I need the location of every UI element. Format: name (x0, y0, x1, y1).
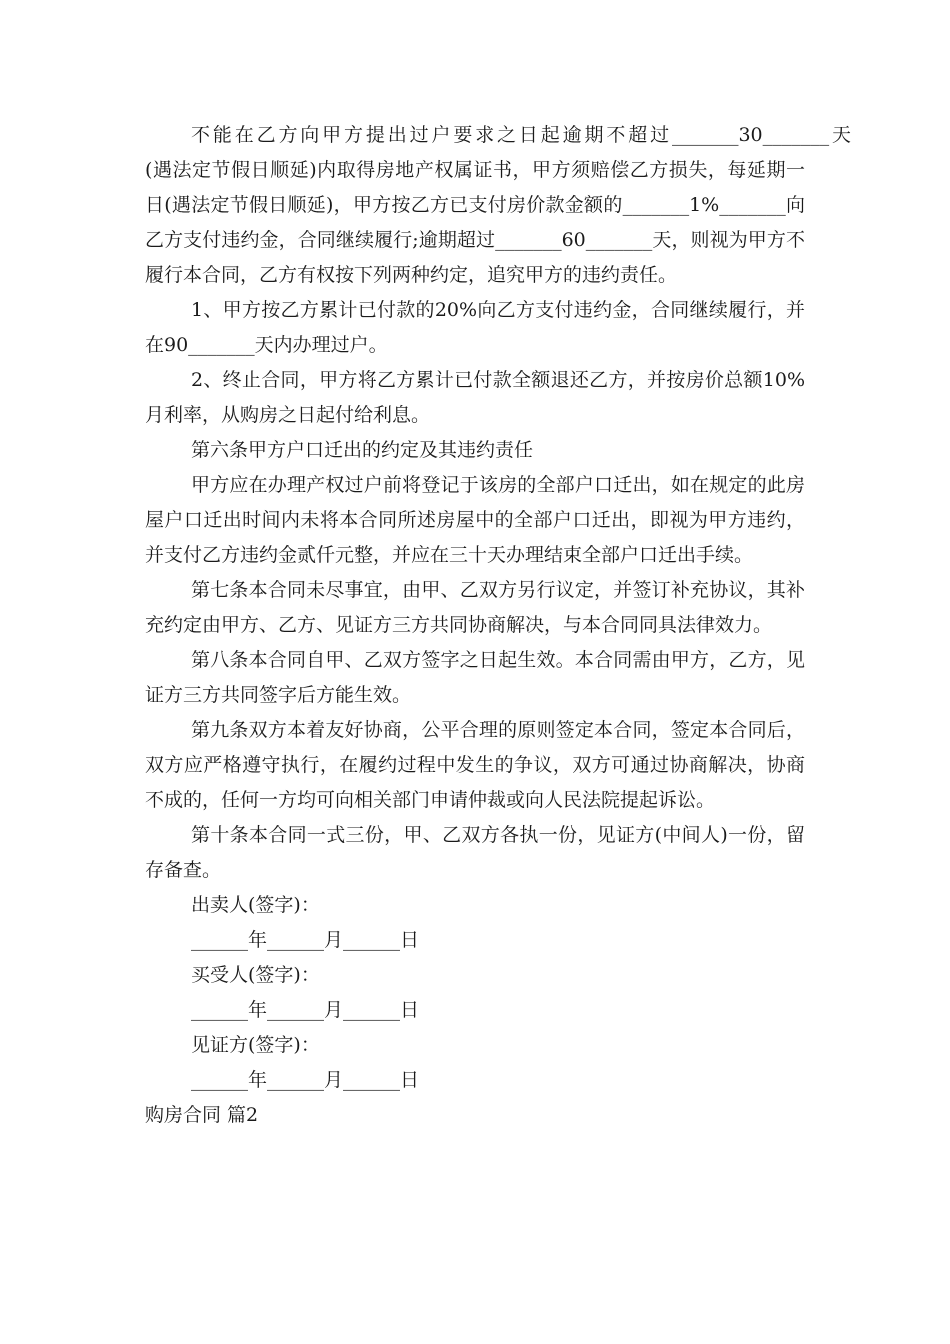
article-6-line-1: 甲方应在办理产权过户前将登记于该房的全部户口迁出，如在规定的此房 (191, 474, 805, 496)
buyer-date-line: ______年______月______日 (191, 999, 420, 1021)
article-10-line-2: 存备查。 (145, 859, 222, 881)
seller-date-line: ______年______月______日 (191, 929, 420, 951)
clause-1-line-1: 1、甲方按乙方累计已付款的20%向乙方支付违约金，合同继续履行，并 (191, 299, 805, 321)
witness-signature-label: 见证方(签字)： (191, 1034, 320, 1056)
text-line-5: 履行本合同，乙方有权按下列两种约定，追究甲方的违约责任。 (145, 264, 678, 286)
seller-signature-label: 出卖人(签字)： (191, 894, 320, 916)
clause-2-line-2: 月利率，从购房之日起付给利息。 (145, 404, 431, 426)
article-8-line-1: 第八条本合同自甲、乙双方签字之日起生效。本合同需由甲方，乙方，见 (191, 649, 805, 671)
text-line-2: (遇法定节假日顺延)内取得房地产权属证书，甲方须赔偿乙方损失，每延期一 (145, 159, 805, 181)
article-7-line-2: 充约定由甲方、乙方、见证方三方共同协商解决，与本合同同具法律效力。 (145, 614, 773, 636)
text-line-3: 日(遇法定节假日顺延)，甲方按乙方已支付房价款金额的_______1%_______向 (145, 194, 805, 216)
article-9-line-2: 双方应严格遵守执行，在履约过程中发生的争议，双方可通过协商解决，协商 (145, 754, 805, 776)
article-9-line-3: 不成的，任何一方均可向相关部门申请仲裁或向人民法院提起诉讼。 (145, 789, 716, 811)
section-heading: 购房合同 篇2 (145, 1104, 259, 1126)
article-6-line-3: 并支付乙方违约金贰仟元整，并应在三十天办理结束全部户口迁出手续。 (145, 544, 754, 566)
witness-date-line: ______年______月______日 (191, 1069, 420, 1091)
clause-2-line-1: 2、终止合同，甲方将乙方累计已付款全额退还乙方，并按房价总额10% (191, 369, 805, 391)
article-10-line-1: 第十条本合同一式三份，甲、乙双方各执一份，见证方(中间人)一份，留 (191, 824, 805, 846)
buyer-signature-label: 买受人(签字)： (191, 964, 320, 986)
article-7-line-1: 第七条本合同未尽事宜，由甲、乙双方另行议定，并签订补充协议，其补 (191, 579, 805, 601)
text-line-4: 乙方支付违约金，合同继续履行;逾期超过_______60_______天，则视为甲方不 (145, 229, 805, 251)
article-6-line-2: 屋户口迁出时间内未将本合同所述房屋中的全部户口迁出，即视为甲方违约， (145, 509, 805, 531)
article-6-heading: 第六条甲方户口迁出的约定及其违约责任 (191, 439, 534, 461)
clause-1-line-2: 在90_______天内办理过户。 (145, 334, 388, 356)
article-9-line-1: 第九条双方本着友好协商，公平合理的原则签定本合同，签定本合同后， (191, 719, 805, 741)
text-line-1: 不能在乙方向甲方提出过户要求之日起逾期不超过_______30_______天 (191, 124, 851, 146)
article-8-line-2: 证方三方共同签字后方能生效。 (145, 684, 412, 706)
